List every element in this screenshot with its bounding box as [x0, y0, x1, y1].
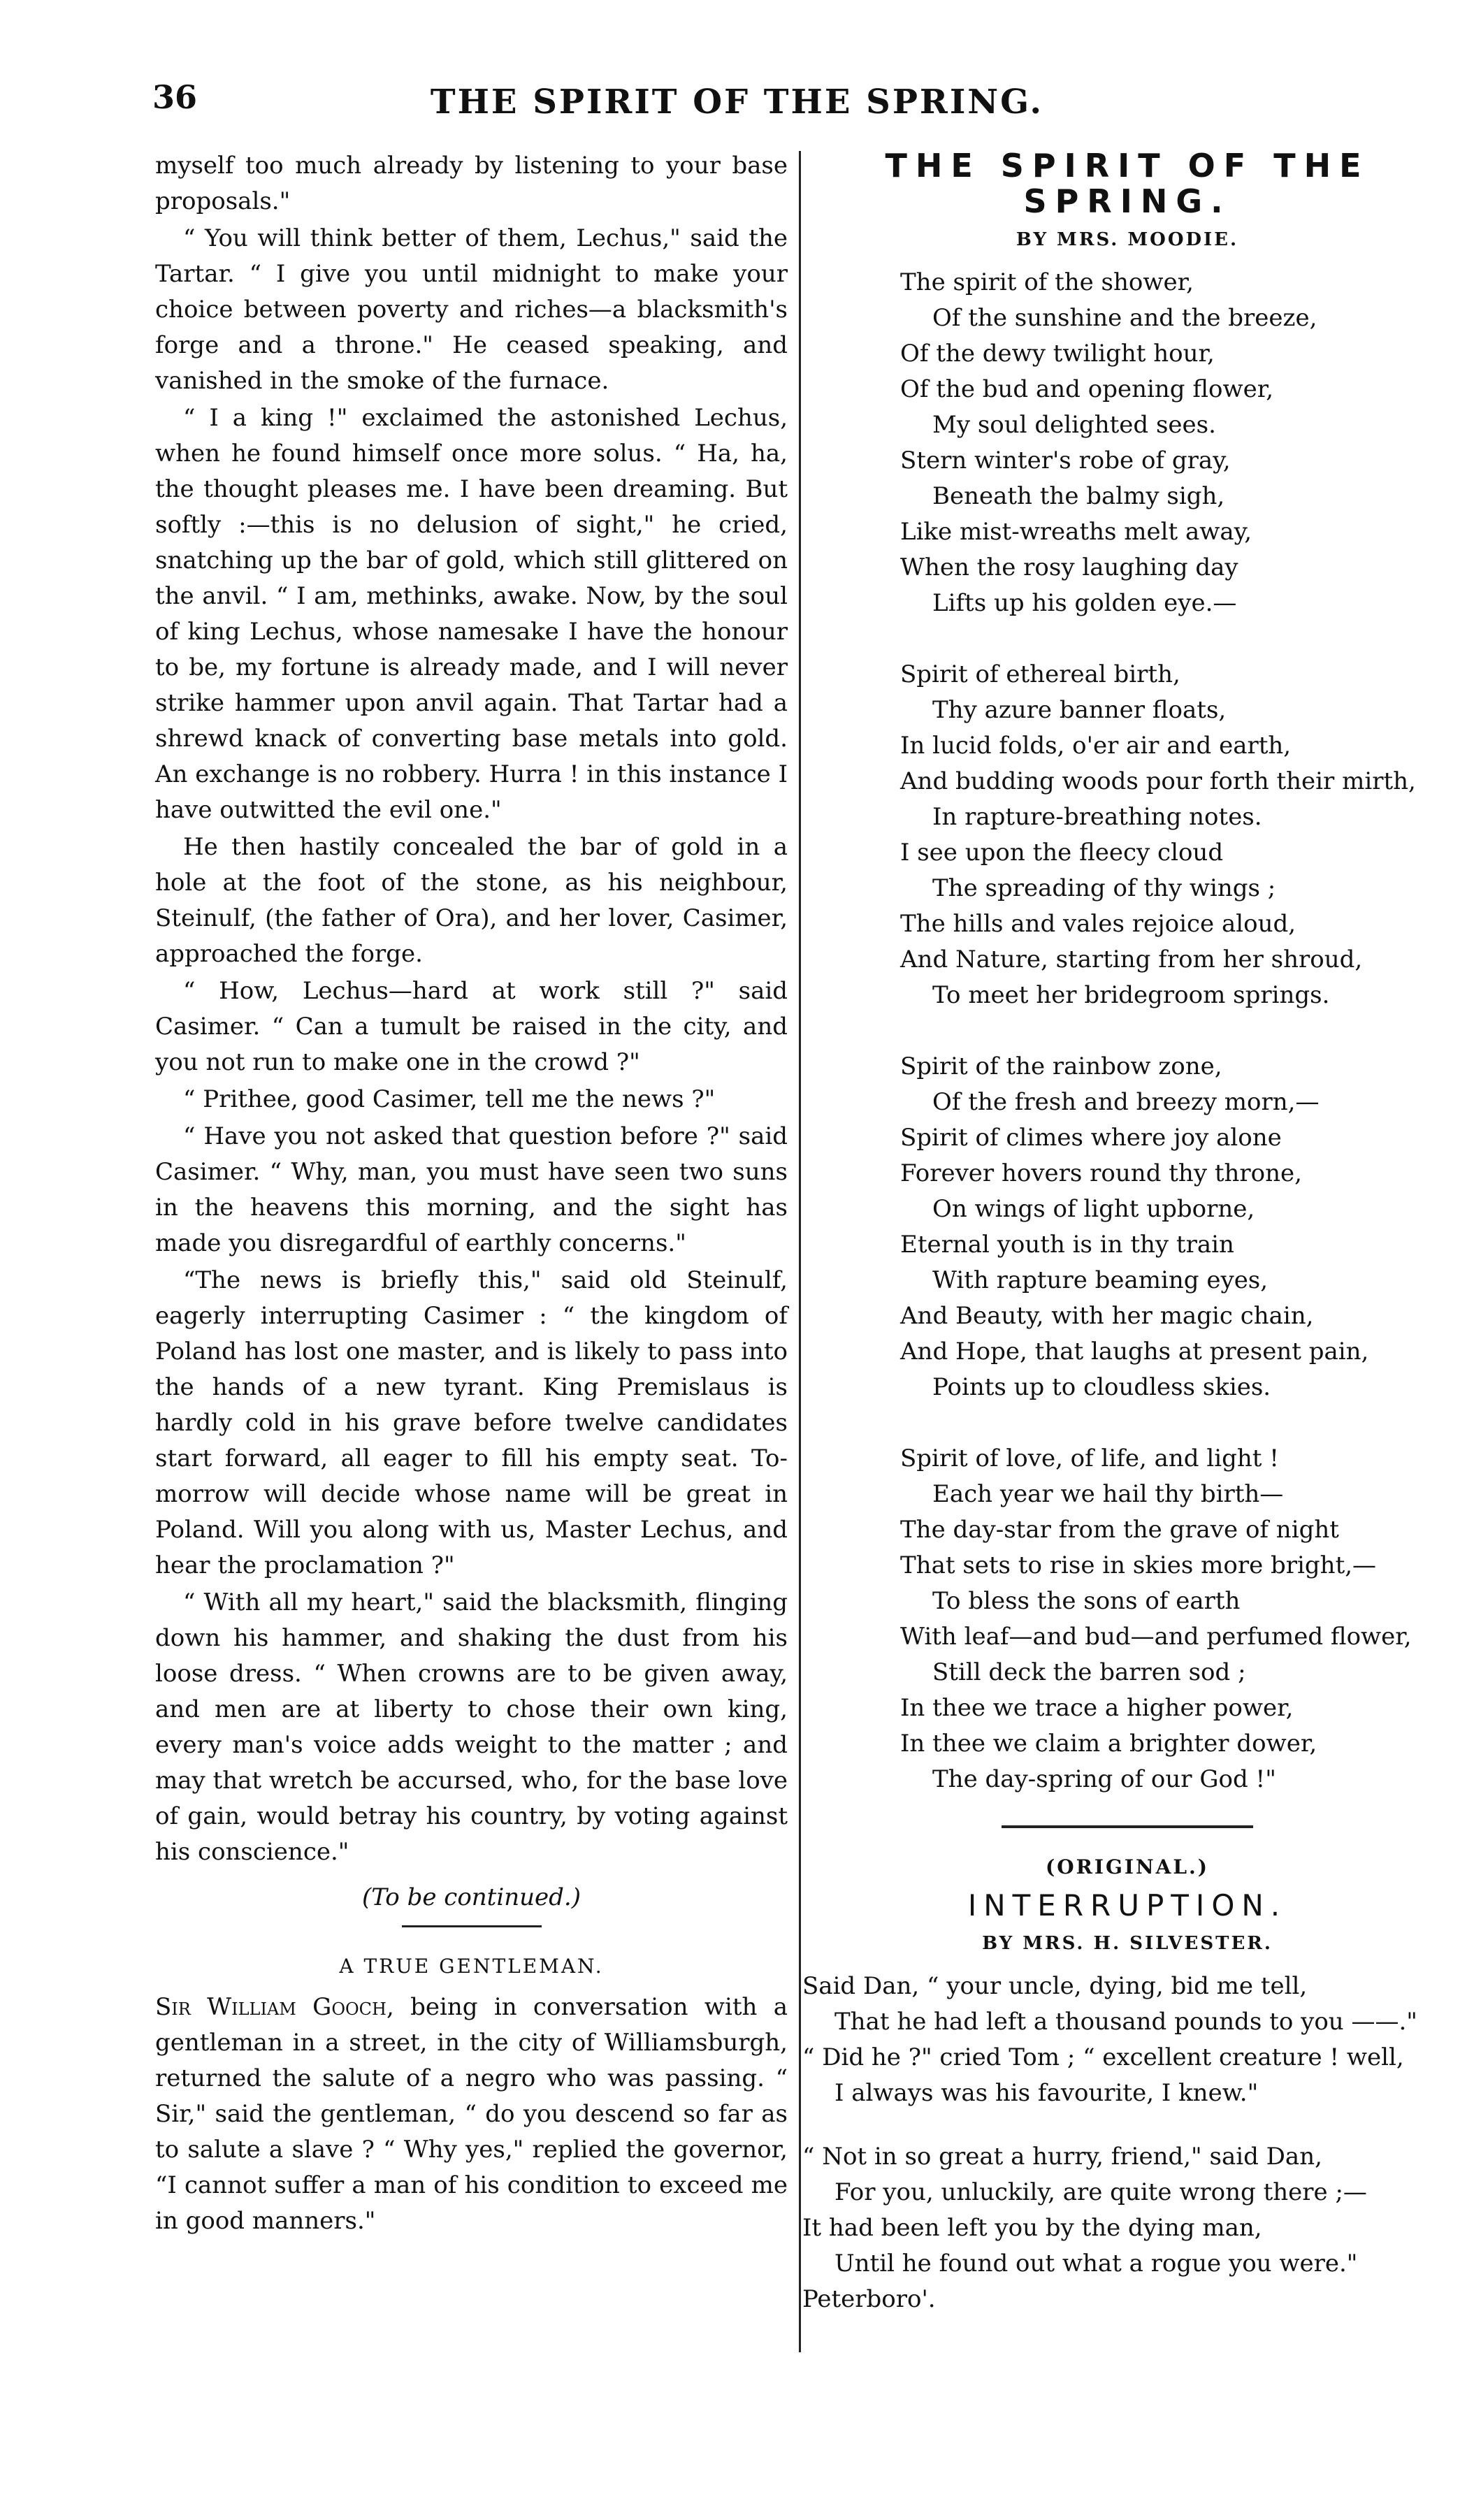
poem-line: In thee we trace a higher power, — [900, 1694, 1294, 1722]
story-paragraph: “ Prithee, good Casimer, tell me the news ?" — [183, 1085, 716, 1113]
poem-title: INTERRUPTION. — [967, 1888, 1287, 1922]
poem-line: “ Not in so great a hurry, friend," said Dan, — [802, 2143, 1322, 2171]
poem-line: The spirit of the shower, — [900, 268, 1194, 296]
poem-line: Each year we hail thy birth— — [932, 1480, 1284, 1508]
article-text: being in conversation with a gentleman in a street, in the city of Williamsburgh, returned the salute of a negro who was passing. “ Sir," said the gentleman, “ do you descend so far as to salute a slave ? “ Why yes," replied the governor, “I cannot suffer a man of his condition to exceed me in good manners." — [155, 1993, 788, 2235]
poem-line: And Nature, starting from her shroud, — [900, 946, 1363, 973]
poem-line: Spirit of ethereal birth, — [900, 660, 1180, 688]
story-paragraph: myself too much already by listening to your base proposals." — [155, 152, 788, 215]
poem-signature: Peterboro'. — [802, 2285, 936, 2313]
story-paragraph: “ I a king !" exclaimed the astonished Lechus, when he found himself once more solus. “ Ha, ha, the thought pleases me. I have been dreaming. But softly :—this is no delusion of sight," he cried, snatching up the bar of gold, which still glittered on the anvil. “ I am, methinks, awake. Now, by the soul of king Lechus, whose namesake I have the honour to be, my fortune is already made, and I will never strike hammer upon anvil again. That Tartar had a shrewd knack of converting base metals into gold. An exchange is no robbery. Hurra ! in this instance I have outwitted the evil one." — [155, 404, 788, 824]
poem-byline: BY MRS. H. SILVESTER. — [982, 1933, 1273, 1954]
poem-line: Spirit of love, of life, and light ! — [900, 1444, 1279, 1472]
poem-line: That he had left a thousand pounds to you ——." — [834, 2008, 1417, 2036]
article-heading: A TRUE GENTLEMAN. — [339, 1955, 604, 1978]
poem-line: In thee we claim a brighter dower, — [900, 1730, 1317, 1758]
poem-line: Thy azure banner floats, — [932, 696, 1227, 724]
poem-line: To bless the sons of earth — [932, 1587, 1241, 1615]
poem-stanza — [900, 1441, 1452, 1797]
poem-body — [802, 1969, 1452, 2282]
poem-line: I see upon the fleecy cloud — [900, 839, 1224, 867]
poem-stanza — [900, 1049, 1452, 1405]
poem-line: My soul delighted sees. — [932, 411, 1216, 439]
poem-line: Until he found out what a rogue you were." — [834, 2250, 1358, 2278]
left-column — [155, 148, 788, 2240]
poem-title: THE SPIRIT OF THE SPRING. — [885, 147, 1370, 220]
poem-line: For you, unluckily, are quite wrong there ;— — [834, 2178, 1367, 2206]
story-paragraph: “ How, Lechus—hard at work still ?" said Casimer. “ Can a tumult be raised in the city, and you not run to make one in the crowd ?" — [155, 977, 788, 1076]
poem-line: Spirit of the rainbow zone, — [900, 1052, 1222, 1080]
story-paragraph: “ With all my heart," said the blacksmith, flinging down his hammer, and shaking the dust from his loose dress. “ When crowns are to be given away, and men are at liberty to chose their own king, every man's voice adds weight to the matter ; and may that wretch be accursed, who, for the base love of gain, would betray his country, by voting against his conscience." — [155, 1588, 788, 1866]
poem-line: Said Dan, “ your uncle, dying, bid me tell, — [802, 1972, 1308, 2000]
poem-line: Of the bud and opening flower, — [900, 375, 1274, 403]
poem-line: And budding woods pour forth their mirth, — [900, 767, 1416, 795]
poem-line: To meet her bridegroom springs. — [932, 981, 1330, 1009]
poem-stanza — [802, 2139, 1452, 2282]
poem-line: Forever hovers round thy throne, — [900, 1159, 1302, 1187]
poem-line: And Beauty, with her magic chain, — [900, 1302, 1314, 1330]
poem-line: Eternal youth is in thy train — [900, 1231, 1234, 1259]
column-divider — [799, 151, 801, 2352]
poem-line: It had been left you by the dying man, — [802, 2214, 1262, 2242]
section-divider — [402, 1925, 542, 1927]
poem-line: When the rosy laughing day — [900, 553, 1238, 581]
story-paragraph: “ Have you not asked that question before ?" said Casimer. “ Why, man, you must have seen two suns in the heavens this morning, and the sight has made you disregardful of earthly concerns." — [155, 1122, 788, 1257]
poem-stanza — [900, 657, 1452, 1013]
poem-line: Stern winter's robe of gray, — [900, 447, 1231, 475]
poem-line: Of the fresh and breezy morn,— — [932, 1088, 1320, 1116]
poem-byline: BY MRS. MOODIE. — [1016, 229, 1239, 250]
poem-line: Like mist-wreaths melt away, — [900, 518, 1252, 546]
poem-line: Of the dewy twilight hour, — [900, 340, 1215, 368]
article-name: Sir William Gooch, — [155, 1993, 394, 2021]
poem-line: With rapture beaming eyes, — [932, 1266, 1269, 1294]
poem-body — [900, 265, 1452, 1797]
story-paragraph: “ You will think better of them, Lechus," said the Tartar. “ I give you until midnight to make your choice between poverty and riches—a blacksmith's forge and a throne." He ceased speaking, and vanished in the smoke of the furnace. — [155, 224, 788, 395]
running-title: THE SPIRIT OF THE SPRING. — [430, 82, 1044, 122]
story-paragraph: He then hastily concealed the bar of gold in a hole at the foot of the stone, as his neighbour, Steinulf, (the father of Ora), and her lover, Casimer, approached the forge. — [155, 833, 788, 968]
right-column — [802, 148, 1452, 2317]
original-label: (ORIGINAL.) — [1045, 1855, 1210, 1878]
poem-line: Lifts up his golden eye.— — [932, 589, 1237, 617]
poem-line: In lucid folds, o'er air and earth, — [900, 732, 1292, 760]
poem-line: The spreading of thy wings ; — [932, 874, 1276, 902]
poem-line: Spirit of climes where joy alone — [900, 1124, 1282, 1152]
poem-line: I always was his favourite, I knew." — [834, 2079, 1259, 2107]
poem-line: Of the sunshine and the breeze, — [932, 304, 1317, 332]
poem-line: Still deck the barren sod ; — [932, 1658, 1246, 1686]
poem-line: “ Did he ?" cried Tom ; “ excellent creature ! well, — [802, 2043, 1404, 2071]
poem-line: Points up to cloudless skies. — [932, 1373, 1271, 1401]
poem-line: The day-spring of our God !" — [932, 1765, 1276, 1793]
article-paragraph — [155, 1990, 788, 2239]
poem-line: That sets to rise in skies more bright,— — [900, 1551, 1377, 1579]
poem-line: With leaf—and bud—and perfumed flower, — [900, 1623, 1412, 1651]
poem-line: The hills and vales rejoice aloud, — [900, 910, 1296, 938]
story-paragraph: “The news is briefly this," said old Steinulf, eagerly interrupting Casimer : “ the kingdom of Poland has lost one master, and is likely to pass into the hands of a new tyrant. King Premislaus is hardly cold in his grave before twelve candidates start forward, all eager to fill his empty seat. To-morrow will decide whose name will be great in Poland. Will you along with us, Master Lechus, and hear the proclamation ?" — [155, 1266, 788, 1579]
section-divider — [1002, 1825, 1253, 1828]
poem-stanza — [900, 265, 1452, 621]
page-number: 36 — [152, 78, 198, 116]
poem-line: On wings of light upborne, — [932, 1195, 1255, 1223]
poem-line: Beneath the balmy sigh, — [932, 482, 1225, 510]
poem-stanza — [802, 1969, 1452, 2111]
poem-line: And Hope, that laughs at present pain, — [900, 1338, 1369, 1366]
to-be-continued-note: (To be continued.) — [362, 1883, 581, 1911]
poem-line: In rapture-breathing notes. — [932, 803, 1262, 831]
poem-line: The day-star from the grave of night — [900, 1516, 1339, 1544]
